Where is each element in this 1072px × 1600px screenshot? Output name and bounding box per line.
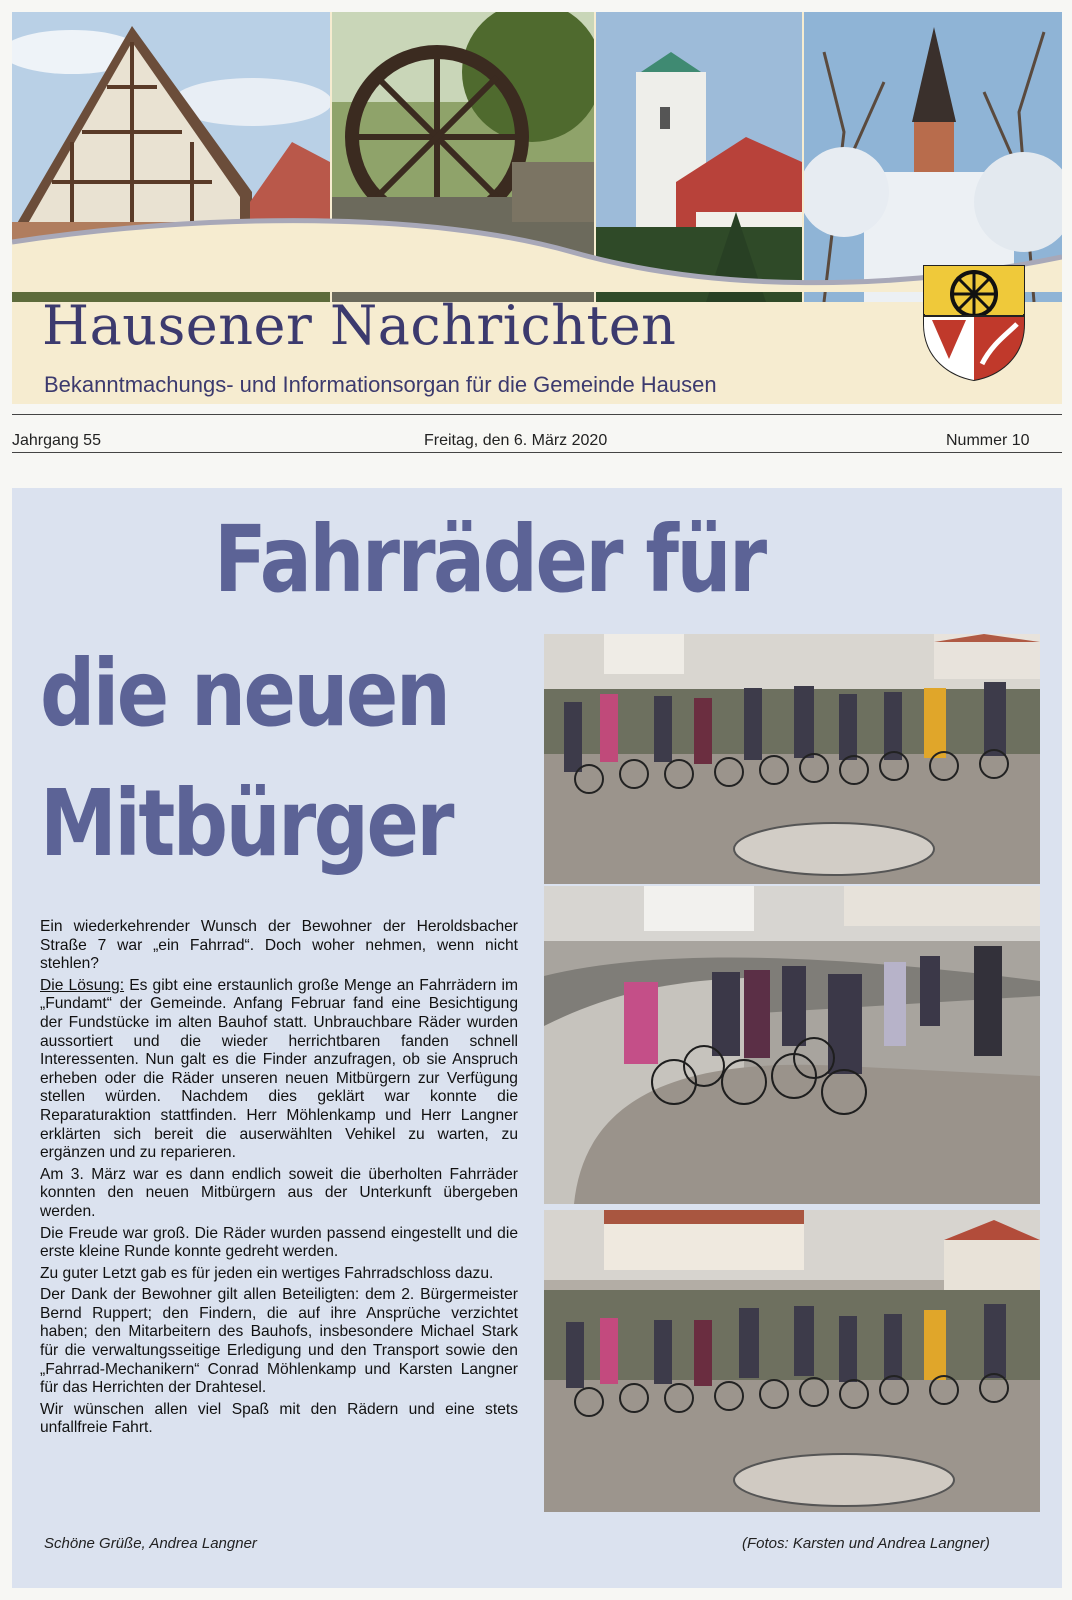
paragraph-handover: Am 3. März war es dann endlich soweit die überholten Fahrräder konnten den neuen Mitbürgern aus der Unterkunft übergeben werden. [40,1165,518,1220]
solution-text: Es gibt eine erstaunlich große Menge an Fahrrädern im „Fundamt“ der Gemeinde. Anfang Februar fand eine Besichtigung der Fundstücke im alten Bauhof statt. Unbrauchbare Räder wurden aussortiert und die wieder herrichtbaren fanden schnell Interessenten. Nun galt es die Finder anzufragen, ob sie Anspruch erheben oder die Räder unseren neuen Mitbürgern zur Verfügung stellen würden. Nachdem dies geklärt war konnte die Reparaturaktion stattfinden. Herr Möhlenkamp und Herr Langner erklärten sich bereit die auserwählten Vehikel zu warten, zu ergänzen und zu reparieren. [40,976,518,1162]
paragraph-thanks: Der Dank der Bewohner gilt allen Beteiligten: dem 2. Bürgermeister Bernd Ruppert; den Findern, die auf ihre Ansprüche verzichtet haben; den Mitarbeitern des Bauhofs, insbesondere Michael Stark für die verwaltungsseitige Erledigung und den Transport sowie den „Fahrrad-Mechanikern“ Conrad Möhlenkamp und Karsten Langner für das Herrichten der Drahtesel. [40,1286,518,1397]
headline-line-3: Mitbürger [40,770,452,877]
photo-credit: (Fotos: Karsten und Andrea Langner) [742,1535,990,1552]
paragraph-closing: Wir wünschen allen viel Spaß mit den Rädern und eine stets unfallfreie Fahrt. [40,1400,518,1437]
paragraph-solution [40,977,518,1163]
issue-rule-bottom [12,452,1062,453]
paragraph-joy: Die Freude war groß. Die Räder wurden passend eingestellt und die erste kleine Runde konnte gedreht werden. [40,1224,518,1261]
masthead-wave [12,212,1062,292]
issue-volume: Jahrgang 55 [12,432,101,449]
issue-date: Freitag, den 6. März 2020 [424,432,608,449]
masthead-title: Hausener Nachrichten [42,294,677,357]
masthead [12,12,1062,404]
coat-of-arms-icon [922,264,1026,382]
article-photo-group-2 [544,886,1040,1204]
headline-line-1: Fahrräder für [214,506,765,613]
article-photo-group-1 [544,634,1040,884]
paragraph-intro: Ein wiederkehrender Wunsch der Bewohner der Heroldsbacher Straße 7 war „ein Fahrrad“. Doch woher nehmen, wenn nicht stehlen? [40,918,518,973]
article-body [40,918,518,1441]
issue-rule-top [12,414,1062,415]
headline-line-2: die neuen [40,640,449,747]
article-signature: Schöne Grüße, Andrea Langner [44,1535,257,1552]
issue-number: Nummer 10 [946,432,1030,449]
article-photo-group-3 [544,1210,1040,1512]
masthead-subtitle: Bekanntmachungs- und Informationsorgan für die Gemeinde Hausen [44,372,717,397]
solution-label: Die Lösung: [40,976,125,994]
paragraph-lock: Zu guter Letzt gab es für jeden ein wertiges Fahrradschloss dazu. [40,1264,494,1282]
